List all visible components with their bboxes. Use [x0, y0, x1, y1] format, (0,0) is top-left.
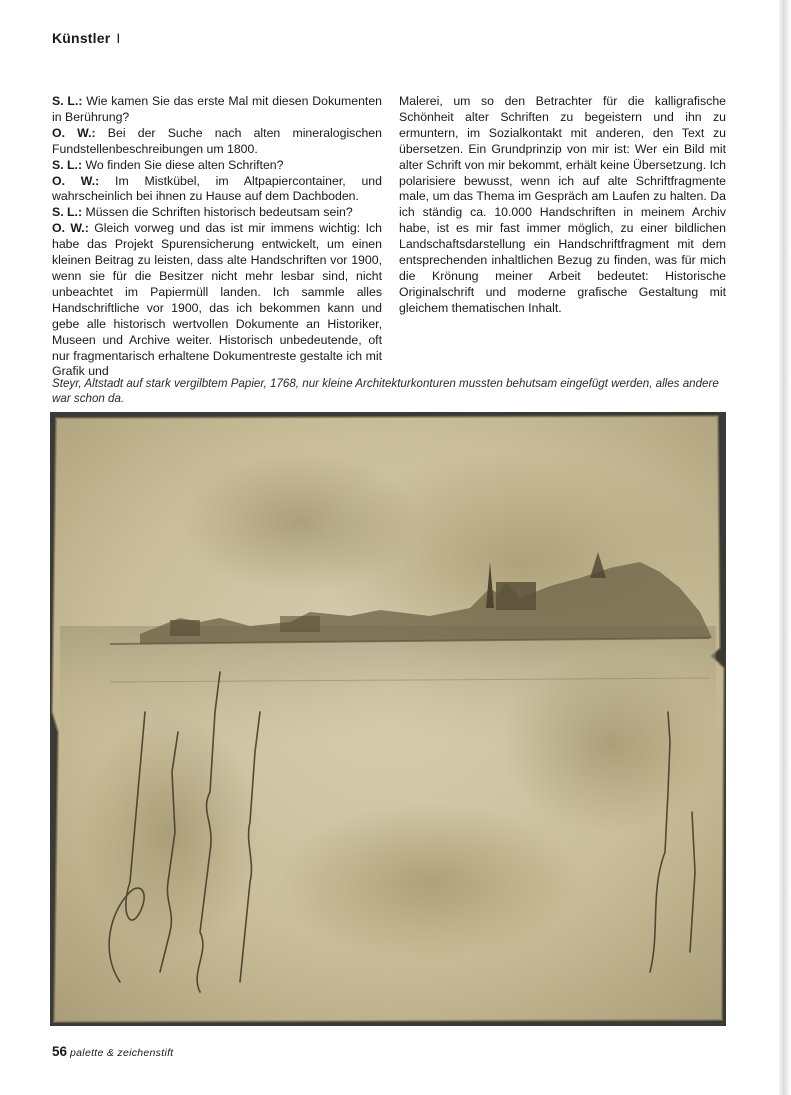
speaker-label: O. W.:: [52, 221, 89, 236]
paragraph-text: Müssen die Schriften historisch bedeutsam sein?: [82, 205, 353, 220]
interview-paragraph-continued: Malerei, um so den Betrachter für die kalligrafische Schönheit alter Schriften zu begeistern und ihn zu ermuntern, im Sozialkontakt mit anderen, den Text zu übersetzen. Ein Grundprinzip von mir ist: Wer ein Bild mit alter Schrift von mir bekommt, erhält keine Übersetzung. Ich polarisiere bewusst, wenn ich auf alte Schriftfragmente male, um das Thema im Gespräch am Laufen zu halten. Da ich ständig ca. 10.000 Handschriften in meinem Archiv habe, ist es mir fast immer möglich, zu einer bildlichen Landschaftsdarstellung ein Handschriftfragment mit dem entsprechenden inhaltlichen Bezug zu finden, was für mich die Krönung meiner Arbeit bedeutet: Historische Originalschrift und moderne grafische Gestaltung mit gleichem thematischen Inhalt.: [399, 94, 726, 315]
paragraph-text: Im Mistkübel, im Altpapiercontainer, und wahrscheinlich bei ihnen zu Hause auf dem Dachboden.: [52, 173, 382, 204]
interview-paragraph: [52, 158, 382, 174]
image-caption: Steyr, Altstadt auf stark vergilbtem Papier, 1768, nur kleine Architekturkonturen mussten behutsam eingefügt werden, alles andere war schon da.: [52, 377, 719, 406]
speaker-label: S. L.:: [52, 205, 83, 220]
section-header: [52, 30, 120, 46]
paragraph-text: Wie kamen Sie das erste Mal mit diesen Dokumenten in Berührung?: [52, 94, 383, 124]
page-edge-shadow: [779, 0, 791, 1095]
speaker-label: S. L.:: [52, 157, 83, 172]
speaker-label: O. W.:: [52, 125, 96, 140]
interview-paragraph: [52, 221, 382, 380]
paragraph-text: Wo finden Sie diese alten Schriften?: [82, 157, 284, 172]
paragraph-text: Gleich vorweg und das ist mir immens wichtig: Ich habe das Projekt Spurensicherung entwickelt, um einen kleinen Beitrag zu leisten, dass alte Handschriften vor 1900, wenn sie für die Besitzer nicht mehr lesbar sind, nicht unbeachtet im Papiermüll landen. Ich sammle alles Handschriftliche vor 1900, das ich bekommen kann und gebe alle historisch wertvollen Dokumente an Historiker, Museen und Archive weiter. Historisch unbedeutende, oft nur fragmentarisch erhaltene Dokumentreste gestalte ich mit Grafik und: [52, 221, 382, 379]
speaker-label: O. W.:: [52, 173, 100, 188]
artwork-steyr-altstadt: [50, 412, 726, 1026]
page-number: 56: [52, 1044, 68, 1059]
page-footer: [52, 1044, 174, 1059]
artwork-image: [50, 412, 726, 1026]
section-title: Künstler: [52, 30, 111, 46]
interview-left-column: [52, 94, 382, 380]
interview-right-column: [399, 94, 726, 317]
interview-paragraph: [52, 205, 382, 221]
magazine-name: palette & zeichenstift: [70, 1047, 174, 1059]
section-separator: I: [116, 30, 121, 46]
interview-paragraph: [52, 94, 382, 126]
speaker-label: S. L.:: [52, 94, 83, 108]
interview-paragraph: [52, 126, 382, 158]
interview-paragraph: [52, 174, 382, 206]
paragraph-text: Bei der Suche nach alten mineralogischen Fundstellenbeschreibungen um 1800.: [52, 125, 382, 156]
